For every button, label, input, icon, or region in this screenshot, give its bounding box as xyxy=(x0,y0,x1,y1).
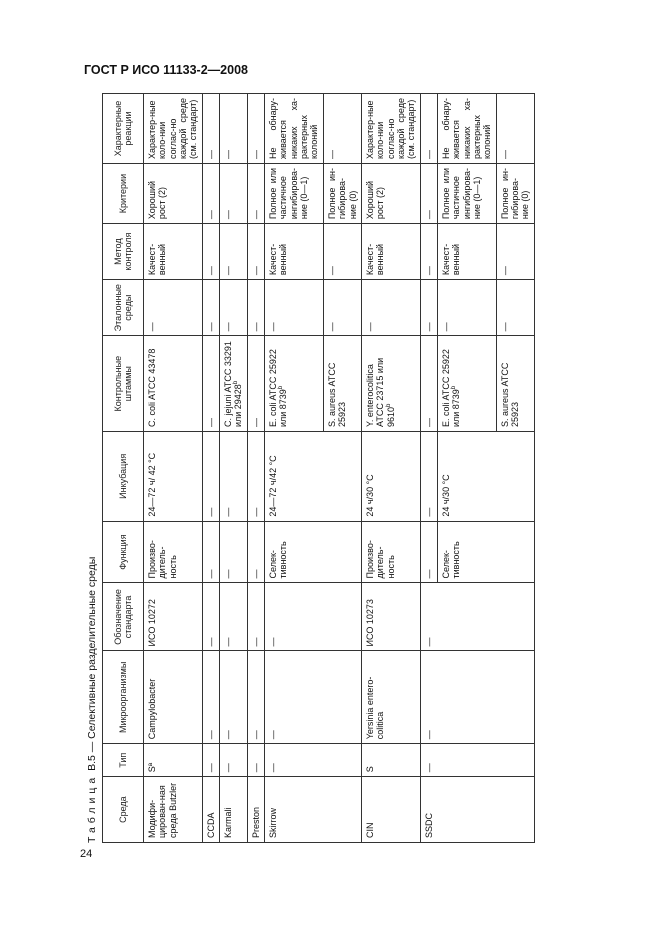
column-header: Характерные реакции xyxy=(103,94,144,164)
cell-organism xyxy=(220,651,248,744)
cell-organism xyxy=(247,651,264,744)
cell-text: — xyxy=(423,322,434,332)
cell-organism xyxy=(144,651,203,744)
cell-function xyxy=(265,521,362,583)
cell-ref xyxy=(202,280,219,336)
cell-strain xyxy=(144,336,203,432)
cell-standard xyxy=(420,583,534,651)
cell-text: Skirrow xyxy=(268,807,279,838)
cell-text: — xyxy=(423,507,434,517)
cell-text: — xyxy=(205,322,216,332)
cell-medium xyxy=(144,777,203,843)
cell-text: — xyxy=(223,507,234,517)
cell-incubation xyxy=(265,432,362,522)
cell-type xyxy=(144,744,203,777)
cell-strain xyxy=(323,336,361,432)
cell-strain xyxy=(202,336,219,432)
cell-reaction xyxy=(420,94,437,164)
cell-text: Полное ин-гибирова-ние (0) xyxy=(326,167,358,220)
cell-ref xyxy=(220,280,248,336)
cell-text: SSDC xyxy=(423,812,434,838)
cell-text: — xyxy=(268,763,279,773)
cell-reaction xyxy=(220,94,248,164)
cell-text: Полное ин-гибирова-ние (0) xyxy=(499,167,531,220)
cell-medium xyxy=(220,777,248,843)
footnote-marker: b xyxy=(385,403,392,407)
cell-strain xyxy=(220,336,248,432)
cell-text: — xyxy=(250,507,261,517)
cell-text: Не обнару-живается никаких ха-рактерных колоний xyxy=(440,98,493,159)
cell-text: — xyxy=(364,322,375,332)
cell-criteria xyxy=(420,163,437,223)
cell-function xyxy=(361,521,420,583)
cell-type xyxy=(220,744,248,777)
cell-reaction xyxy=(496,94,534,164)
cell-standard xyxy=(265,583,362,651)
cell-text: S. aureus ATCC 25923 xyxy=(499,362,520,428)
cell-text: — xyxy=(423,210,434,220)
cell-text: — xyxy=(499,322,510,332)
cell-text: — xyxy=(205,763,216,773)
cell-text: — xyxy=(268,322,279,332)
cell-text: — xyxy=(205,569,216,579)
cell-text: E. coli ATCC 25922 или 8739 xyxy=(440,349,462,428)
cell-text: — xyxy=(223,266,234,276)
footnote-marker: b xyxy=(278,385,285,390)
cell-reaction xyxy=(437,94,496,164)
cell-strain xyxy=(361,336,420,432)
table-row xyxy=(361,94,420,843)
table-body xyxy=(144,94,535,843)
cell-text: CCDA xyxy=(205,812,216,838)
rotated-table-block xyxy=(88,93,532,843)
cell-text: — xyxy=(205,418,216,428)
cell-text: Характер-ные коло-нии соглас-но каждой среде (см. стандарт) xyxy=(147,98,199,159)
cell-text: — xyxy=(250,763,261,773)
cell-standard xyxy=(202,583,219,651)
cell-type xyxy=(265,744,362,777)
cell-text: Campylobacter xyxy=(147,678,157,740)
cell-text: 24—72 ч/ 42 °С xyxy=(147,452,157,517)
cell-text: — xyxy=(223,763,234,773)
cell-text: Качест-венный xyxy=(147,243,168,276)
cell-text: C. coli ATCC 43478 xyxy=(147,348,157,428)
cell-reaction xyxy=(202,94,219,164)
cell-text: — xyxy=(423,637,434,647)
cell-text: C. jejuni ATCC 33291 или 29428 xyxy=(223,341,244,428)
column-header: Эталонные среды xyxy=(103,280,144,336)
cell-method xyxy=(265,224,324,280)
cell-ref xyxy=(323,280,361,336)
cell-text: — xyxy=(423,569,434,579)
cell-incubation xyxy=(420,432,437,522)
cell-text: Yersinia entero-colitica xyxy=(364,676,386,740)
cell-text: Характер-ные коло-нии соглас-но каждой среде (см. стандарт) xyxy=(364,98,417,159)
cell-text: — xyxy=(250,637,261,647)
cell-incubation xyxy=(361,432,420,522)
table-row xyxy=(144,94,203,843)
cell-reaction xyxy=(361,94,420,164)
cell-text: ИСО 10272 xyxy=(147,599,157,647)
cell-text: Полное или частичное ингибирова-ние (0—1) xyxy=(268,167,310,220)
cell-text: — xyxy=(205,637,216,647)
cell-criteria xyxy=(437,163,496,223)
cell-text: — xyxy=(205,507,216,517)
cell-standard xyxy=(247,583,264,651)
cell-text: Селек-тивность xyxy=(440,541,462,579)
cell-text: Y. enterocolitica ATCC 23715 или 9610 xyxy=(364,357,396,428)
cell-text: — xyxy=(423,149,434,159)
cell-ref xyxy=(437,280,496,336)
cell-text: Модифи-цирован-ная среда Butzler xyxy=(147,782,178,838)
cell-text: 24 ч/30 °С xyxy=(440,474,451,517)
caption-label: Таблица xyxy=(86,773,98,843)
cell-medium xyxy=(361,777,420,843)
table-caption xyxy=(86,557,98,843)
cell-ref xyxy=(361,280,420,336)
cell-text: — xyxy=(223,637,234,647)
cell-text: — xyxy=(223,322,234,332)
cell-method xyxy=(437,224,496,280)
cell-text: — xyxy=(250,210,261,220)
cell-text: — xyxy=(423,730,434,740)
cell-method xyxy=(202,224,219,280)
cell-text: Качест-венный xyxy=(364,243,386,276)
cell-method xyxy=(323,224,361,280)
cell-medium xyxy=(247,777,264,843)
footnote-marker: b xyxy=(233,380,240,385)
media-table xyxy=(102,93,535,843)
cell-text: — xyxy=(250,266,261,276)
cell-criteria xyxy=(202,163,219,223)
cell-function xyxy=(202,521,219,583)
cell-text: — xyxy=(223,149,234,159)
cell-standard xyxy=(220,583,248,651)
cell-text: — xyxy=(205,266,216,276)
table-row xyxy=(420,94,437,843)
cell-text: E. coli ATCC 25922 или 8739 xyxy=(268,349,289,428)
cell-organism xyxy=(202,651,219,744)
column-header: Инкубация xyxy=(103,432,144,522)
cell-function xyxy=(247,521,264,583)
cell-incubation xyxy=(437,432,534,522)
cell-criteria xyxy=(220,163,248,223)
cell-text: — xyxy=(250,322,261,332)
cell-method xyxy=(496,224,534,280)
cell-method xyxy=(144,224,203,280)
cell-text: — xyxy=(268,730,279,740)
cell-medium xyxy=(265,777,362,843)
cell-text: Качест-венный xyxy=(440,243,462,276)
cell-strain xyxy=(420,336,437,432)
cell-text: Хороший рост (2) xyxy=(364,180,386,220)
cell-text: — xyxy=(250,149,261,159)
column-header: Тип xyxy=(103,744,144,777)
column-header: Обозначение стандарта xyxy=(103,583,144,651)
page-number: 24 xyxy=(80,848,93,860)
table-row xyxy=(247,94,264,843)
column-header: Метод контроля xyxy=(103,224,144,280)
cell-incubation xyxy=(144,432,203,522)
cell-method xyxy=(361,224,420,280)
cell-text: — xyxy=(250,569,261,579)
cell-reaction xyxy=(323,94,361,164)
cell-text: Sª xyxy=(147,762,157,773)
cell-medium xyxy=(420,777,534,843)
cell-strain xyxy=(265,336,324,432)
cell-incubation xyxy=(247,432,264,522)
cell-type xyxy=(420,744,534,777)
column-header: Среда xyxy=(103,777,144,843)
cell-text: — xyxy=(250,418,261,428)
cell-text: Хороший рост (2) xyxy=(147,180,168,220)
cell-type xyxy=(247,744,264,777)
cell-text: — xyxy=(326,266,337,276)
column-header: Критерии xyxy=(103,163,144,223)
cell-text: — xyxy=(205,149,216,159)
cell-text: — xyxy=(205,730,216,740)
cell-ref xyxy=(144,280,203,336)
cell-criteria xyxy=(265,163,324,223)
cell-text: — xyxy=(326,322,337,332)
cell-criteria xyxy=(361,163,420,223)
cell-type xyxy=(202,744,219,777)
cell-text: — xyxy=(250,730,261,740)
cell-function xyxy=(437,521,534,583)
cell-text: — xyxy=(205,210,216,220)
footnote-marker: b xyxy=(451,385,458,390)
cell-ref xyxy=(420,280,437,336)
cell-function xyxy=(220,521,248,583)
table-row xyxy=(202,94,219,843)
cell-text: ИСО 10273 xyxy=(364,599,375,647)
table-row xyxy=(220,94,248,843)
cell-reaction xyxy=(265,94,324,164)
cell-criteria xyxy=(496,163,534,223)
cell-text: Селек-тивность xyxy=(268,541,289,579)
cell-reaction xyxy=(247,94,264,164)
cell-strain xyxy=(247,336,264,432)
cell-organism xyxy=(265,651,362,744)
cell-medium xyxy=(202,777,219,843)
header-row xyxy=(103,94,144,843)
cell-text: — xyxy=(223,730,234,740)
table-row xyxy=(265,94,324,843)
cell-text: CIN xyxy=(364,822,375,838)
cell-standard xyxy=(144,583,203,651)
cell-method xyxy=(220,224,248,280)
cell-incubation xyxy=(202,432,219,522)
caption-title: В.5 — Селективные разделительные среды xyxy=(86,556,98,774)
cell-strain xyxy=(437,336,496,432)
cell-text: Полное или частичное ингибирова-ние (0—1) xyxy=(440,167,482,220)
cell-text: Karmali xyxy=(223,807,234,838)
cell-method xyxy=(247,224,264,280)
cell-text: — xyxy=(440,322,451,332)
cell-text: — xyxy=(147,322,157,332)
cell-text: Качест-венный xyxy=(268,243,289,276)
cell-criteria xyxy=(323,163,361,223)
cell-reaction xyxy=(144,94,203,164)
cell-text: — xyxy=(499,149,510,159)
cell-organism xyxy=(420,651,534,744)
cell-text: — xyxy=(423,266,434,276)
cell-text: — xyxy=(423,763,434,773)
cell-text: — xyxy=(268,637,279,647)
column-header: Функция xyxy=(103,521,144,583)
cell-text: 24 ч/30 °С xyxy=(364,474,375,517)
cell-text: — xyxy=(326,149,337,159)
cell-text: Произво-дитель-ность xyxy=(147,540,178,579)
cell-text: S xyxy=(364,766,375,773)
cell-text: — xyxy=(499,266,510,276)
cell-text: — xyxy=(423,418,434,428)
cell-text: Произво-дитель-ность xyxy=(364,540,396,579)
cell-text: Не обнару-живается никаких ха-рактерных колоний xyxy=(268,98,320,159)
cell-strain xyxy=(496,336,534,432)
cell-incubation xyxy=(220,432,248,522)
cell-standard xyxy=(361,583,420,651)
cell-text: — xyxy=(223,210,234,220)
cell-criteria xyxy=(144,163,203,223)
cell-ref xyxy=(247,280,264,336)
cell-text: Preston xyxy=(250,806,261,838)
cell-ref xyxy=(265,280,324,336)
cell-text: — xyxy=(223,569,234,579)
page-header: ГОСТ Р ИСО 11133-2—2008 xyxy=(84,63,248,77)
cell-method xyxy=(420,224,437,280)
cell-type xyxy=(361,744,420,777)
column-header: Микроорганизмы xyxy=(103,651,144,744)
column-header: Контрольные штаммы xyxy=(103,336,144,432)
cell-text: S. aureus ATCC 25923 xyxy=(326,362,348,428)
cell-function xyxy=(144,521,203,583)
cell-text: 24—72 ч/42 °С xyxy=(268,455,279,517)
cell-organism xyxy=(361,651,420,744)
cell-criteria xyxy=(247,163,264,223)
cell-ref xyxy=(496,280,534,336)
cell-function xyxy=(420,521,437,583)
